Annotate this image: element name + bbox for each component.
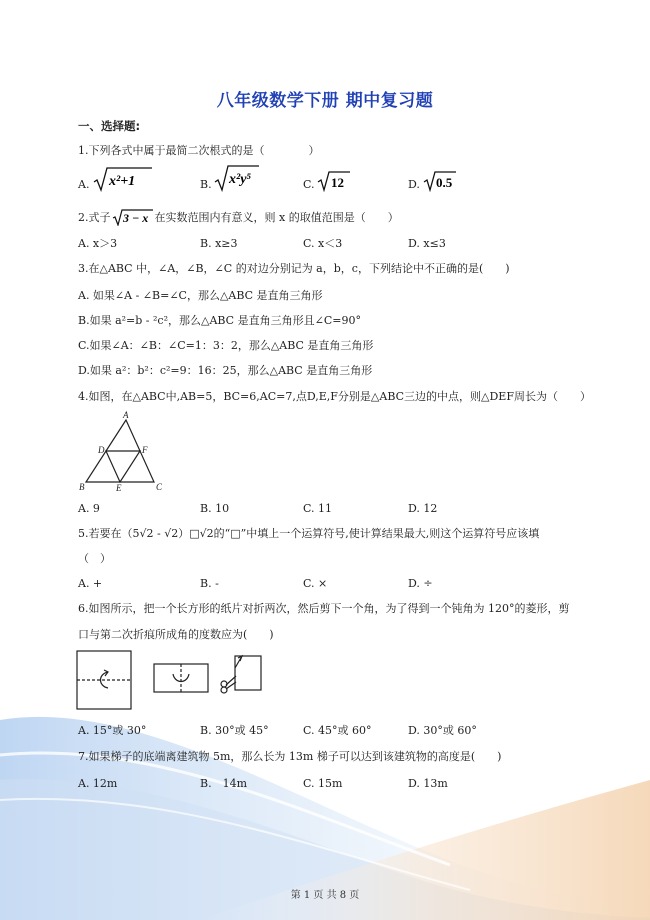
question-5-line-2: （ ） (78, 552, 111, 565)
q2-option-a: A. x＞3 (78, 237, 118, 250)
q3-option-c: C.如果∠A：∠B：∠C=1：3：2，那么△ABC 是直角三角形 (78, 339, 374, 352)
question-4-stem: 4.如图，在△ABC中,AB=5，BC=6,AC=7,点D,E,F分别是△ABC三边的中点，则△DEF周长为（ ） (78, 390, 591, 403)
q6-option-a: A. 15°或 30° (78, 724, 147, 737)
label-f: F (142, 445, 148, 455)
q1-option-b: B. (200, 178, 212, 191)
label-a: A (123, 410, 129, 420)
q2-radicand: 3 − x (122, 211, 148, 225)
q1-option-a-radical (92, 166, 154, 192)
triangle-def (106, 451, 140, 482)
section-heading: 一、选择题: (78, 119, 141, 133)
question-5-line-1: 5.若要在（5√2 - √2）□√2的“□”中填上一个运算符号,使计算结果最大,则这个运算符号应该填 (78, 527, 540, 540)
q4-option-a: A. 9 (78, 502, 100, 515)
q7-option-d: D. 13m (408, 777, 448, 790)
q2-radical (111, 208, 155, 226)
q1-option-a-expr: x²+1 (109, 174, 136, 189)
scissors-icon-handle-2 (221, 687, 227, 693)
q5-option-d: D. ÷ (408, 577, 433, 590)
page-title: 八年级数学下册 期中复习题 (216, 91, 434, 111)
q6-folding-figure (76, 650, 266, 712)
q5-option-b: B. - (200, 577, 219, 590)
q4-option-b: B. 10 (200, 502, 230, 515)
question-6-line-1: 6.如图所示，把一个长方形的纸片对折两次，然后剪下一个角，为了得到一个钝角为 120°的菱形，剪 (78, 602, 570, 615)
scissors-icon-handle-1 (221, 681, 227, 687)
q1-option-b-expr: x²y⁵ (229, 172, 252, 187)
q2-option-b: B. x≥3 (200, 237, 238, 250)
q7-option-a: A. 12m (78, 777, 118, 790)
q4-option-c: C. 11 (303, 502, 333, 515)
q1-option-d: D. (408, 178, 420, 191)
q2-option-d: D. x≤3 (408, 237, 446, 250)
question-7-stem: 7.如果梯子的底端离建筑物 5m，那么长为 13m 梯子可以达到该建筑物的高度是( ) (78, 750, 502, 763)
question-3-stem: 3.在△ABC 中，∠A，∠B，∠C 的对边分别记为 a，b，c，下列结论中不正确的是( ) (78, 262, 510, 275)
q1-option-c-expr: 12 (331, 175, 344, 190)
q3-option-d: D.如果 a²：b²：c²=9：16：25，那么△ABC 是直角三角形 (78, 364, 373, 377)
q6-option-b: B. 30°或 45° (200, 724, 269, 737)
q7-option-b: B. 14m (200, 777, 248, 790)
question-1-stem: 1.下列各式中属于最简二次根式的是（ ） (78, 144, 320, 157)
label-b: B (79, 482, 85, 492)
label-d: D (98, 445, 105, 455)
q2-option-c: C. x＜3 (303, 237, 343, 250)
q1-option-b-radical (213, 164, 263, 192)
label-e: E (116, 483, 122, 492)
question-2-stem: 2.式子 3 − x 在实数范围内有意义，则 x 的取值范围是（ ） (78, 208, 399, 226)
q1-option-a: A. (78, 178, 90, 191)
q7-option-c: C. 15m (303, 777, 343, 790)
q4-option-d: D. 12 (408, 502, 438, 515)
q5-option-a: A. + (78, 577, 103, 590)
fold-step-2-paper (154, 664, 208, 692)
q6-option-d: D. 30°或 60° (408, 724, 477, 737)
q4-triangle-figure (76, 410, 166, 492)
question-6-line-2: 口与第二次折痕所成角的度数应为( ) (78, 628, 274, 641)
q6-option-c: C. 45°或 60° (303, 724, 372, 737)
page-footer: 第 1 页 共 8 页 (290, 890, 360, 901)
q1-option-d-radical (422, 170, 458, 192)
q1-option-c-radical (316, 170, 352, 192)
q5-option-c: C. × (303, 577, 328, 590)
q3-option-b: B.如果 a²=b - ²c²，那么△ABC 是直角三角形且∠C=90° (78, 314, 361, 327)
label-c: C (156, 482, 163, 492)
q3-option-a: A. 如果∠A - ∠B=∠C，那么△ABC 是直角三角形 (78, 289, 323, 302)
q1-option-c: C. (303, 178, 315, 191)
q1-option-d-expr: 0.5 (436, 175, 453, 190)
